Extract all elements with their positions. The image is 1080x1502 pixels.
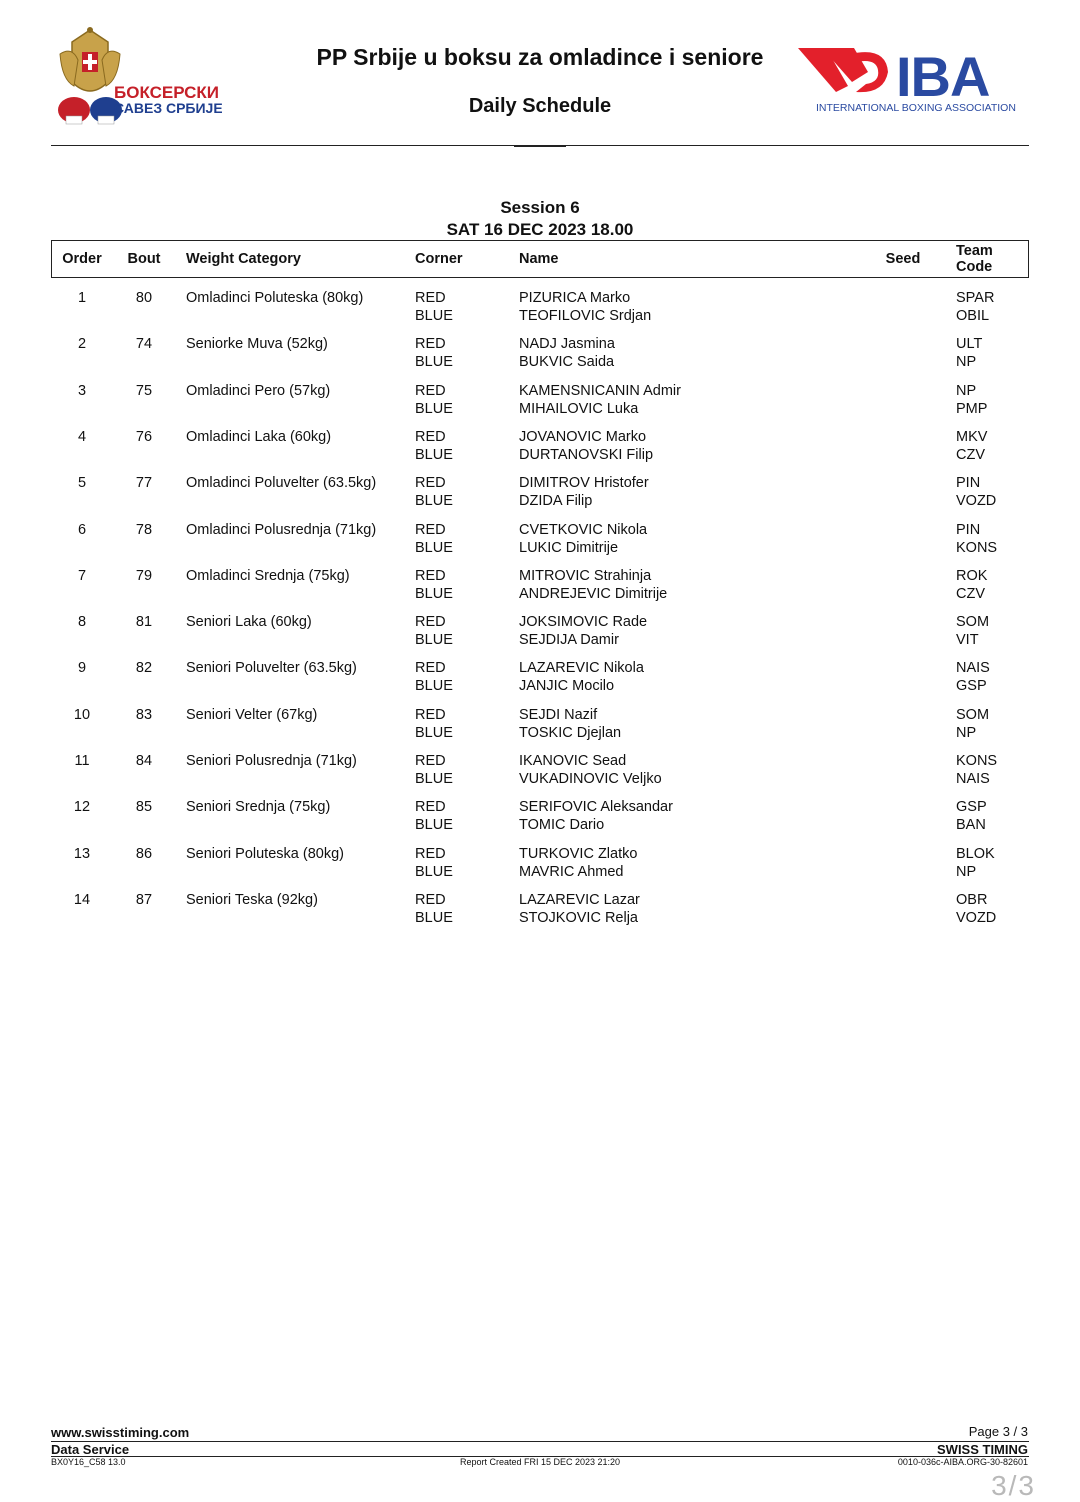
bout-cell: 87 — [135, 891, 153, 908]
corner-red-label: RED — [415, 845, 446, 862]
order-cell: 7 — [77, 567, 87, 584]
red-boxer-name: JOKSIMOVIC Rade — [519, 614, 648, 631]
corner-blue-label: BLUE — [415, 400, 453, 417]
weight-category-cell: Seniori Teska (92kg) — [186, 891, 318, 908]
corner-blue-label: BLUE — [415, 493, 453, 510]
order-cell: 13 — [73, 845, 91, 862]
red-boxer-name: KAMENSNICANIN Admir — [519, 382, 681, 399]
corner-blue-label: BLUE — [415, 817, 453, 834]
team-code-cell — [956, 289, 994, 325]
table-row — [0, 798, 1080, 838]
corner-blue-label: BLUE — [415, 539, 453, 556]
blue-boxer-name: BUKVIC Saida — [519, 354, 615, 371]
table-row — [0, 428, 1080, 468]
red-team-code: ROK — [956, 567, 988, 584]
red-boxer-name: CVETKOVIC Nikola — [519, 521, 648, 538]
order-cell: 10 — [73, 706, 91, 723]
bout-cell: 76 — [135, 428, 153, 445]
blue-boxer-name: TOSKIC Djejlan — [519, 724, 622, 741]
corner-blue-label: BLUE — [415, 909, 453, 926]
col-header-seed: Seed — [885, 251, 921, 267]
weight-category-cell: Seniori Laka (60kg) — [186, 614, 312, 631]
table-row — [0, 752, 1080, 792]
order-cell: 5 — [77, 475, 87, 492]
name-cell — [519, 474, 649, 510]
bout-cell: 79 — [135, 567, 153, 584]
red-team-code: NAIS — [956, 660, 990, 677]
corner-blue-label: BLUE — [415, 585, 453, 602]
order-cell: 6 — [77, 521, 87, 538]
table-row — [0, 845, 1080, 885]
corner-red-label: RED — [415, 336, 446, 353]
corner-cell — [415, 891, 453, 927]
team-code-cell — [956, 752, 997, 788]
order-cell: 9 — [77, 660, 87, 677]
corner-blue-label: BLUE — [415, 308, 453, 324]
team-code-cell — [956, 567, 987, 603]
weight-category-cell: Seniori Poluteska (80kg) — [186, 845, 344, 862]
blue-boxer-name: DURTANOVSKI Filip — [519, 446, 654, 463]
bout-cell: 75 — [135, 382, 153, 399]
corner-blue-label: BLUE — [415, 863, 453, 880]
corner-blue-label: BLUE — [415, 724, 453, 741]
weight-category-cell: Omladinci Laka (60kg) — [186, 428, 332, 445]
bout-cell: 84 — [135, 753, 153, 769]
red-boxer-name: IKANOVIC Sead — [519, 753, 627, 769]
table-row — [0, 706, 1080, 746]
red-boxer-name: NADJ Jasmina — [519, 336, 615, 353]
blue-boxer-name: TOMIC Dario — [519, 817, 605, 834]
corner-cell — [415, 521, 453, 557]
corner-red-label: RED — [415, 891, 446, 908]
blue-team-code: NP — [956, 354, 977, 371]
red-team-code: SOM — [956, 614, 990, 631]
col-header-name: Name — [519, 251, 559, 267]
red-boxer-name: PIZURICA Marko — [519, 290, 631, 306]
corner-red-label: RED — [415, 753, 446, 769]
name-cell — [519, 382, 681, 418]
red-team-code: GSP — [956, 799, 987, 816]
corner-blue-label: BLUE — [415, 771, 453, 787]
footer-divider — [51, 1441, 1029, 1442]
red-team-code: NP — [956, 382, 977, 399]
order-cell: 1 — [77, 290, 87, 306]
order-cell: 3 — [77, 382, 87, 399]
corner-red-label: RED — [415, 382, 446, 399]
table-row — [0, 474, 1080, 514]
order-cell: 12 — [73, 799, 91, 816]
blue-team-code: NP — [956, 724, 977, 741]
blue-team-code: OBIL — [956, 308, 990, 324]
blue-boxer-name: TEOFILOVIC Srdjan — [519, 308, 652, 324]
name-cell — [519, 428, 653, 464]
page-title: PP Srbije u boksu za omladince i seniore — [316, 44, 764, 70]
table-row — [0, 382, 1080, 422]
red-team-code: KONS — [956, 753, 998, 769]
bout-cell: 78 — [135, 521, 153, 538]
corner-red-label: RED — [415, 290, 446, 306]
team-code-cell — [956, 521, 997, 557]
corner-cell — [415, 567, 453, 603]
table-row — [0, 521, 1080, 561]
table-row — [0, 659, 1080, 699]
blue-team-code: KONS — [956, 539, 998, 556]
team-code-cell — [956, 845, 995, 881]
red-boxer-name: LAZAREVIC Lazar — [519, 891, 640, 908]
table-row — [0, 891, 1080, 931]
weight-category-cell: Omladinci Srednja (75kg) — [186, 567, 350, 584]
weight-category-cell: Omladinci Pero (57kg) — [186, 382, 331, 399]
blue-boxer-name: ANDREJEVIC Dimitrije — [519, 585, 668, 602]
bout-cell: 74 — [135, 336, 153, 353]
team-code-cell — [956, 891, 996, 927]
session-datetime: SAT 16 DEC 2023 18.00 — [446, 220, 634, 239]
logo-text-line1: БОКСЕРСКИ — [114, 83, 219, 102]
red-boxer-name: LAZAREVIC Nikola — [519, 660, 644, 677]
table-row — [0, 335, 1080, 375]
red-boxer-name: TURKOVIC Zlatko — [519, 845, 638, 862]
team-code-cell — [956, 474, 996, 510]
team-code-cell — [956, 428, 987, 464]
footer-url[interactable]: www.swisstiming.com — [51, 1425, 190, 1440]
bout-cell: 86 — [135, 845, 153, 862]
corner-red-label: RED — [415, 660, 446, 677]
page-subtitle: Daily Schedule — [468, 95, 612, 117]
corner-red-label: RED — [415, 521, 446, 538]
weight-category-cell: Omladinci Polusrednja (71kg) — [186, 521, 377, 538]
corner-cell — [415, 428, 453, 464]
corner-red-label: RED — [415, 428, 446, 445]
name-cell — [519, 335, 615, 371]
weight-category-cell: Omladinci Poluteska (80kg) — [186, 290, 364, 306]
corner-red-label: RED — [415, 475, 446, 492]
red-team-code: PIN — [956, 521, 981, 538]
session-title: Session 6 — [500, 198, 580, 217]
corner-red-label: RED — [415, 567, 446, 584]
order-cell: 11 — [74, 753, 90, 769]
weight-category-cell: Seniori Polusrednja (71kg) — [186, 753, 357, 769]
bout-cell: 85 — [135, 799, 153, 816]
blue-team-code: NP — [956, 863, 977, 880]
corner-blue-label: BLUE — [415, 678, 453, 695]
blue-team-code: CZV — [956, 446, 985, 463]
weight-category-cell: Seniori Velter (67kg) — [186, 706, 318, 723]
footer-swiss-timing: SWISS TIMING — [937, 1442, 1028, 1457]
corner-cell — [415, 845, 453, 881]
red-team-code: SOM — [956, 706, 990, 723]
weight-category-cell: Seniorke Muva (52kg) — [186, 336, 328, 353]
weight-category-cell: Seniori Srednja (75kg) — [186, 799, 331, 816]
bout-cell: 77 — [135, 475, 153, 492]
name-cell — [519, 521, 647, 557]
order-cell: 2 — [77, 336, 87, 353]
col-header-weight-category: Weight Category — [186, 251, 301, 267]
blue-team-code: VOZD — [956, 493, 997, 510]
blue-team-code: PMP — [956, 400, 988, 417]
blue-boxer-name: LUKIC Dimitrije — [519, 539, 619, 556]
col-header-bout: Bout — [127, 251, 161, 267]
name-cell — [519, 659, 644, 695]
name-cell — [519, 289, 651, 325]
red-boxer-name: SERIFOVIC Aleksandar — [519, 799, 673, 816]
name-cell — [519, 798, 673, 834]
blue-boxer-name: SEJDIJA Damir — [519, 632, 619, 649]
order-cell: 4 — [77, 428, 87, 445]
name-cell — [519, 706, 621, 742]
blue-boxer-name: VUKADINOVIC Veljko — [519, 771, 662, 787]
team-code-cell — [956, 706, 989, 742]
name-cell — [519, 891, 640, 927]
red-boxer-name: JOVANOVIC Marko — [519, 428, 647, 445]
footer-report-code: BX0Y16_C58 13.0 — [51, 1457, 126, 1467]
table-row — [0, 613, 1080, 653]
name-cell — [519, 613, 647, 649]
blue-team-code: VOZD — [956, 909, 997, 926]
bout-cell: 80 — [135, 290, 153, 306]
order-cell: 14 — [73, 891, 91, 908]
blue-boxer-name: MAVRIC Ahmed — [519, 863, 624, 880]
name-cell — [519, 752, 662, 788]
team-code-cell — [956, 382, 987, 418]
corner-blue-label: BLUE — [415, 354, 453, 371]
corner-cell — [415, 335, 453, 371]
blue-team-code: BAN — [956, 817, 986, 834]
red-team-code: OBR — [956, 891, 988, 908]
corner-cell — [415, 474, 453, 510]
iba-logo-caption: INTERNATIONAL BOXING ASSOCIATION — [816, 102, 1016, 114]
blue-boxer-name: JANJIC Mocilo — [519, 678, 615, 695]
name-cell — [519, 567, 667, 603]
corner-cell — [415, 613, 453, 649]
bout-cell: 83 — [135, 706, 153, 723]
blue-team-code: CZV — [956, 585, 985, 602]
weight-category-cell: Seniori Poluvelter (63.5kg) — [186, 660, 357, 677]
corner-blue-label: BLUE — [415, 446, 453, 463]
bout-cell: 82 — [135, 660, 153, 677]
corner-cell — [415, 798, 453, 834]
footer-report-created: Report Created FRI 15 DEC 2023 21:20 — [459, 1457, 621, 1467]
col-header-corner: Corner — [415, 251, 463, 267]
blue-team-code: GSP — [956, 678, 987, 695]
order-cell: 8 — [77, 614, 87, 631]
logo-text-line2: САВЕЗ СРБИЈЕ — [114, 100, 222, 116]
team-code-cell — [956, 613, 989, 649]
red-team-code: SPAR — [956, 290, 995, 306]
corner-cell — [415, 659, 453, 695]
red-team-code: PIN — [956, 475, 981, 492]
corner-cell — [415, 752, 453, 788]
team-code-cell — [956, 659, 990, 695]
red-boxer-name: SEJDI Nazif — [519, 706, 598, 723]
blue-boxer-name: DZIDA Filip — [519, 493, 593, 510]
corner-red-label: RED — [415, 706, 446, 723]
blue-boxer-name: STOJKOVIC Relja — [519, 909, 638, 926]
corner-cell — [415, 289, 453, 325]
bout-cell: 81 — [135, 614, 153, 631]
corner-red-label: RED — [415, 614, 446, 631]
page-badge: 3/3 — [991, 1470, 1036, 1501]
corner-cell — [415, 382, 453, 418]
corner-cell — [415, 706, 453, 742]
corner-red-label: RED — [415, 799, 446, 816]
footer-reference: 0010-036c-AIBA.ORG-30-82601 — [897, 1457, 1028, 1467]
weight-category-cell: Omladinci Poluvelter (63.5kg) — [186, 475, 377, 492]
red-boxer-name: DIMITROV Hristofer — [519, 475, 649, 492]
red-team-code: ULT — [956, 336, 983, 353]
table-row — [0, 289, 1080, 329]
table-row — [0, 567, 1080, 607]
col-header-team-line1: Team — [956, 243, 993, 259]
iba-logo-mark: IBA — [896, 45, 990, 108]
blue-boxer-name: MIHAILOVIC Luka — [519, 400, 639, 417]
col-header-team-line2: Code — [956, 259, 993, 275]
red-team-code: BLOK — [956, 845, 995, 862]
footer-page-number: Page 3 / 3 — [968, 1424, 1028, 1439]
footer-data-service: Data Service — [51, 1442, 130, 1457]
name-cell — [519, 845, 637, 881]
team-code-cell — [956, 335, 982, 371]
team-code-cell — [956, 798, 987, 834]
corner-blue-label: BLUE — [415, 632, 453, 649]
blue-team-code: NAIS — [956, 771, 990, 787]
blue-team-code: VIT — [956, 632, 979, 649]
col-header-order: Order — [62, 251, 102, 267]
red-team-code: MKV — [956, 428, 988, 445]
red-boxer-name: MITROVIC Strahinja — [519, 567, 652, 584]
